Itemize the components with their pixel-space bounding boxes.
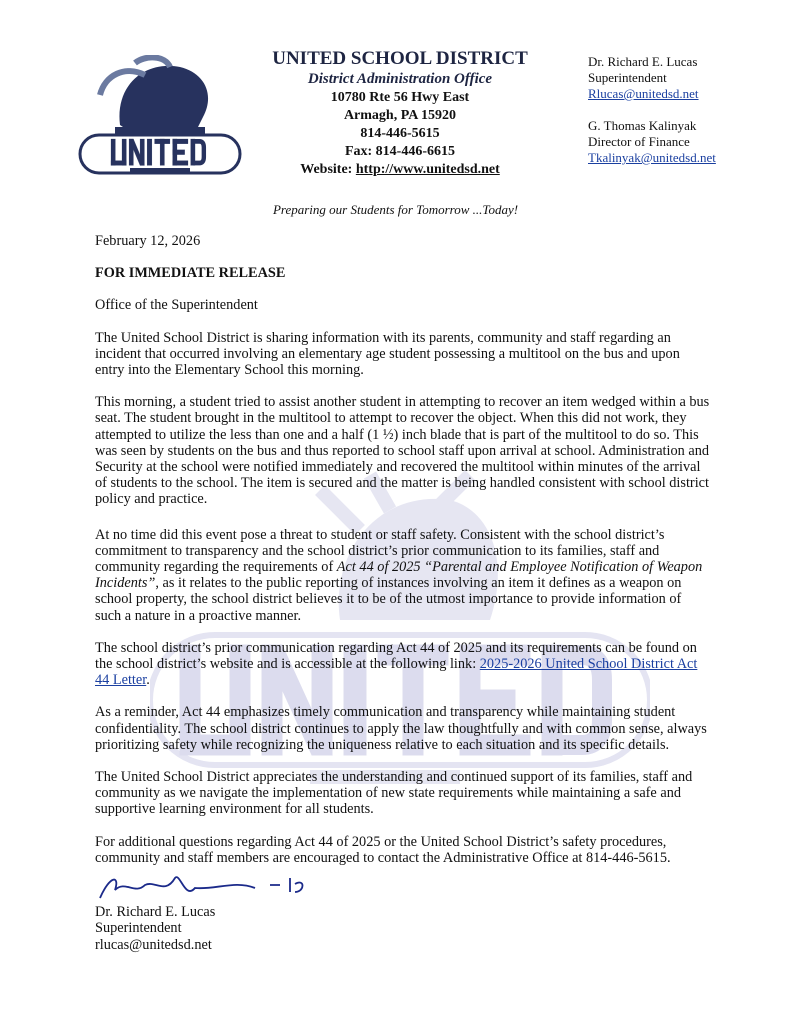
- phone: 814-446-5615: [360, 126, 440, 141]
- office-line: Office of the Superintendent: [95, 297, 258, 314]
- office-name: District Administration Office: [307, 71, 493, 87]
- tagline: Preparing our Students for Tomorrow ...Today!: [272, 202, 519, 217]
- website-label: Website:: [300, 162, 356, 177]
- website: [260, 161, 540, 179]
- contact-email-link[interactable]: Tkalinyak@unitedsd.net: [588, 150, 716, 165]
- fax: Fax: 814-446-6615: [344, 144, 456, 159]
- address-line-1: 10780 Rte 56 Hwy East: [330, 90, 470, 105]
- paragraph-2: This morning, a student tried to assist another student in attempting to recover an item wedged within a bus seat. The student brought in the multitool to attempt to recover the object. When this did not work, they attempted to utilize the less than one and a half (1 ½) inch blade that is part of the multitool to do so. This was seen by students on the bus and thus reported to school staff upon arrival at school. Administration and Security at the school were notified immediately and recovered the multitool within minutes of the arrival of students to the school. The item is secured and the matter is being handled consistent with school district policy and practice.: [95, 394, 710, 508]
- contact-name: Dr. Richard E. Lucas: [588, 54, 698, 69]
- logo-home-of-the-lions-band: [115, 127, 205, 135]
- paragraph-6: The United School District appreciates the understanding and continued support of its families, staff and community as we navigate the implementation of new state requirements while maintaining a safe and supportive learning environment for all students.: [95, 769, 693, 818]
- signer-title: Superintendent: [95, 920, 182, 937]
- signer-name: Dr. Richard E. Lucas: [95, 904, 216, 921]
- paragraph-1: The United School District is sharing information with its parents, community and staff regarding an incident that occurred involving an elementary age student possessing a multitool on the bus and upon entry into the Elementary School this morning.: [95, 329, 680, 379]
- website-link[interactable]: http://www.unitedsd.net: [355, 162, 500, 177]
- logo-school-district-band: [130, 168, 190, 174]
- paragraph-7: For additional questions regarding Act 44 of 2025 or the United School District’s safety procedures, community and staff members are encouraged to contact the Administrative Office at 814-446-5615.: [95, 833, 671, 866]
- paragraph-4: The school district’s prior communication regarding Act 44 of 2025 and its requirements can be found on the school district’s website and is accessible at the following link: 2025-2026 United School District Act 44 Letter.: [95, 639, 698, 689]
- address-line-2: Armagh, PA 15920: [343, 108, 457, 123]
- contact-name: G. Thomas Kalinyak: [588, 118, 697, 133]
- act-44-letter-link[interactable]: 2025-2026 United School District Act 44 Letter: [95, 656, 698, 689]
- letter-body: [95, 233, 710, 953]
- letter-date: February 12, 2026: [95, 233, 201, 249]
- contact-email-link[interactable]: Rlucas@unitedsd.net: [588, 86, 699, 101]
- contacts-block: [588, 54, 716, 166]
- letterhead: [260, 48, 540, 179]
- contact-title: Superintendent: [588, 70, 667, 85]
- district-name: UNITED SCHOOL DISTRICT: [272, 48, 528, 69]
- contact-title: Director of Finance: [588, 134, 690, 149]
- district-logo: [75, 55, 245, 185]
- paragraph-5: As a reminder, Act 44 emphasizes timely communication and transparency while maintaining student confidentiality. The school district continues to apply the law thoughtfully and with common sense, always prioritizing safety while recognizing the uniqueness relative to each situation and its specific details.: [95, 704, 707, 753]
- release-heading: FOR IMMEDIATE RELEASE: [95, 265, 286, 282]
- signer-email: rlucas@unitedsd.net: [95, 936, 212, 953]
- act-title: Act 44 of 2025 “Parental and Employee Notification of Weapon Incidents”: [95, 559, 703, 592]
- signature: [95, 870, 710, 904]
- paragraph-3: At no time did this event pose a threat to student or staff safety. Consistent with the school district’s commitment to transparency and the school district’s prior communication to its families, staff and community regarding the requirements of Act 44 of 2025 “Parental and Employee Notification of Weapon Incidents”, as it relates to the public reporting of instances involving an item it defines as a weapon on school property, the school district believes it to be of the utmost importance to provide information of such a nature in a proactive manner.: [95, 526, 703, 624]
